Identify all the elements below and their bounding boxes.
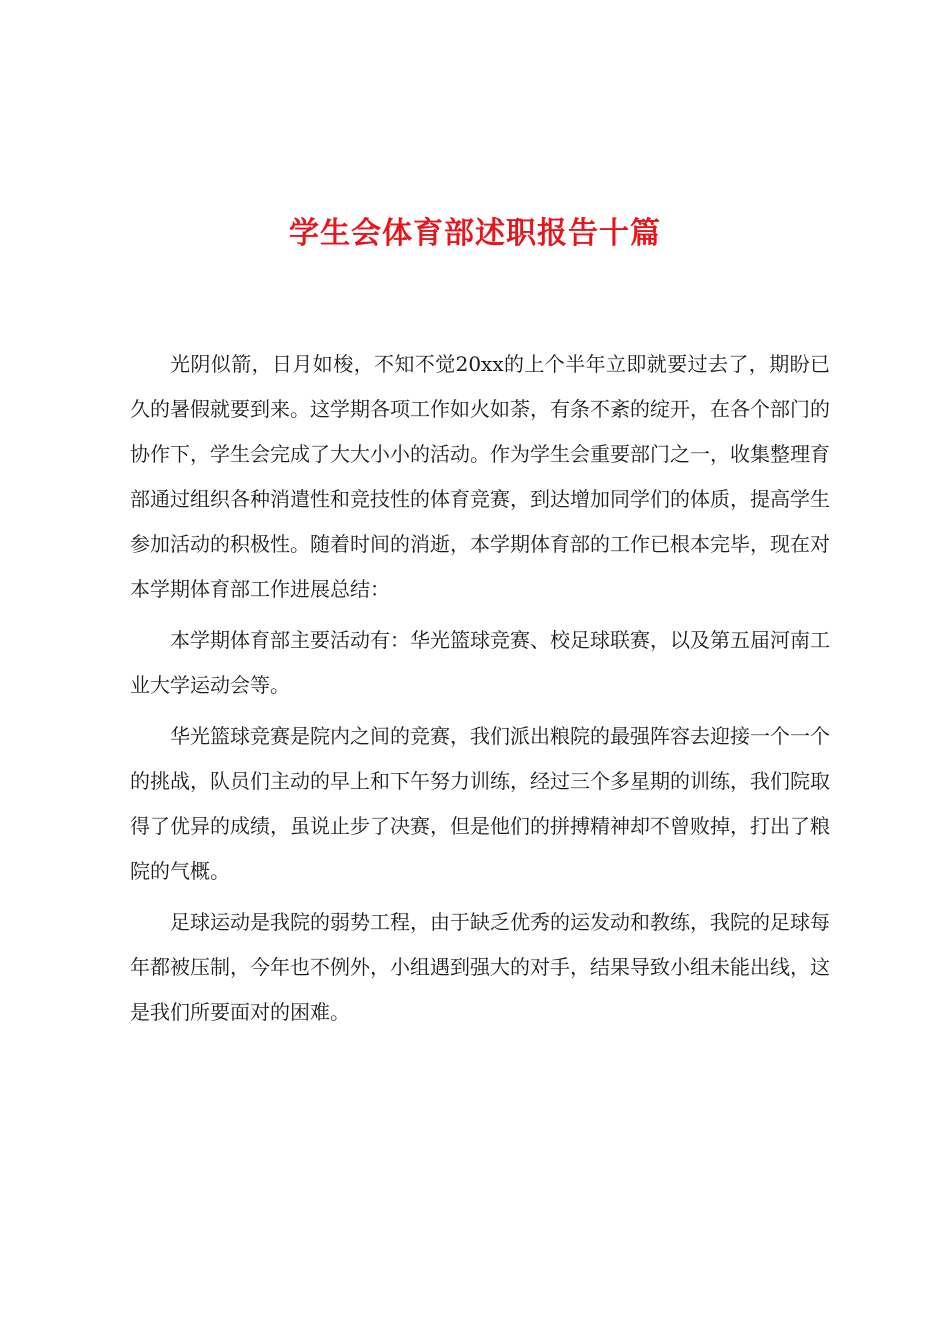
paragraph-football: 足球运动是我院的弱势工程，由于缺乏优秀的运发动和教练，我院的足球每年都被压制，今年也不例外，小组遇到强大的对手，结果导致小组未能出线，这是我们所要面对的困难。 — [130, 910, 830, 1024]
paragraph-intro: 光阴似箭，日月如梭，不知不觉20xx的上个半年立即就要过去了，期盼已久的暑假就要到来。这学期各项工作如火如荼，有条不紊的绽开，在各个部门的协作下，学生会完成了大大小小的活动。作为学生会重要部门之一，收集整理育部通过组织各种消遣性和竞技性的体育竞赛，到达增加同学们的体质，提高学生参加活动的积极性。随着时间的消逝，本学期体育部的工作已根本完毕，现在对本学期体育部工作进展总结： — [130, 352, 830, 601]
paragraph-basketball: 华光篮球竞赛是院内之间的竞赛，我们派出粮院的最强阵容去迎接一个一个的挑战，队员们主动的早上和下午努力训练，经过三个多星期的训练，我们院取得了优异的成绩，虽说止步了决赛，但是他们的拼搏精神却不曾败掉，打出了粮院的气概。 — [130, 724, 830, 883]
document-body — [130, 342, 830, 1041]
paragraph-activities: 本学期体育部主要活动有：华光篮球竞赛、校足球联赛，以及第五届河南工业大学运动会等。 — [130, 628, 830, 697]
document-title: 学生会体育部述职报告十篇 — [289, 216, 661, 251]
